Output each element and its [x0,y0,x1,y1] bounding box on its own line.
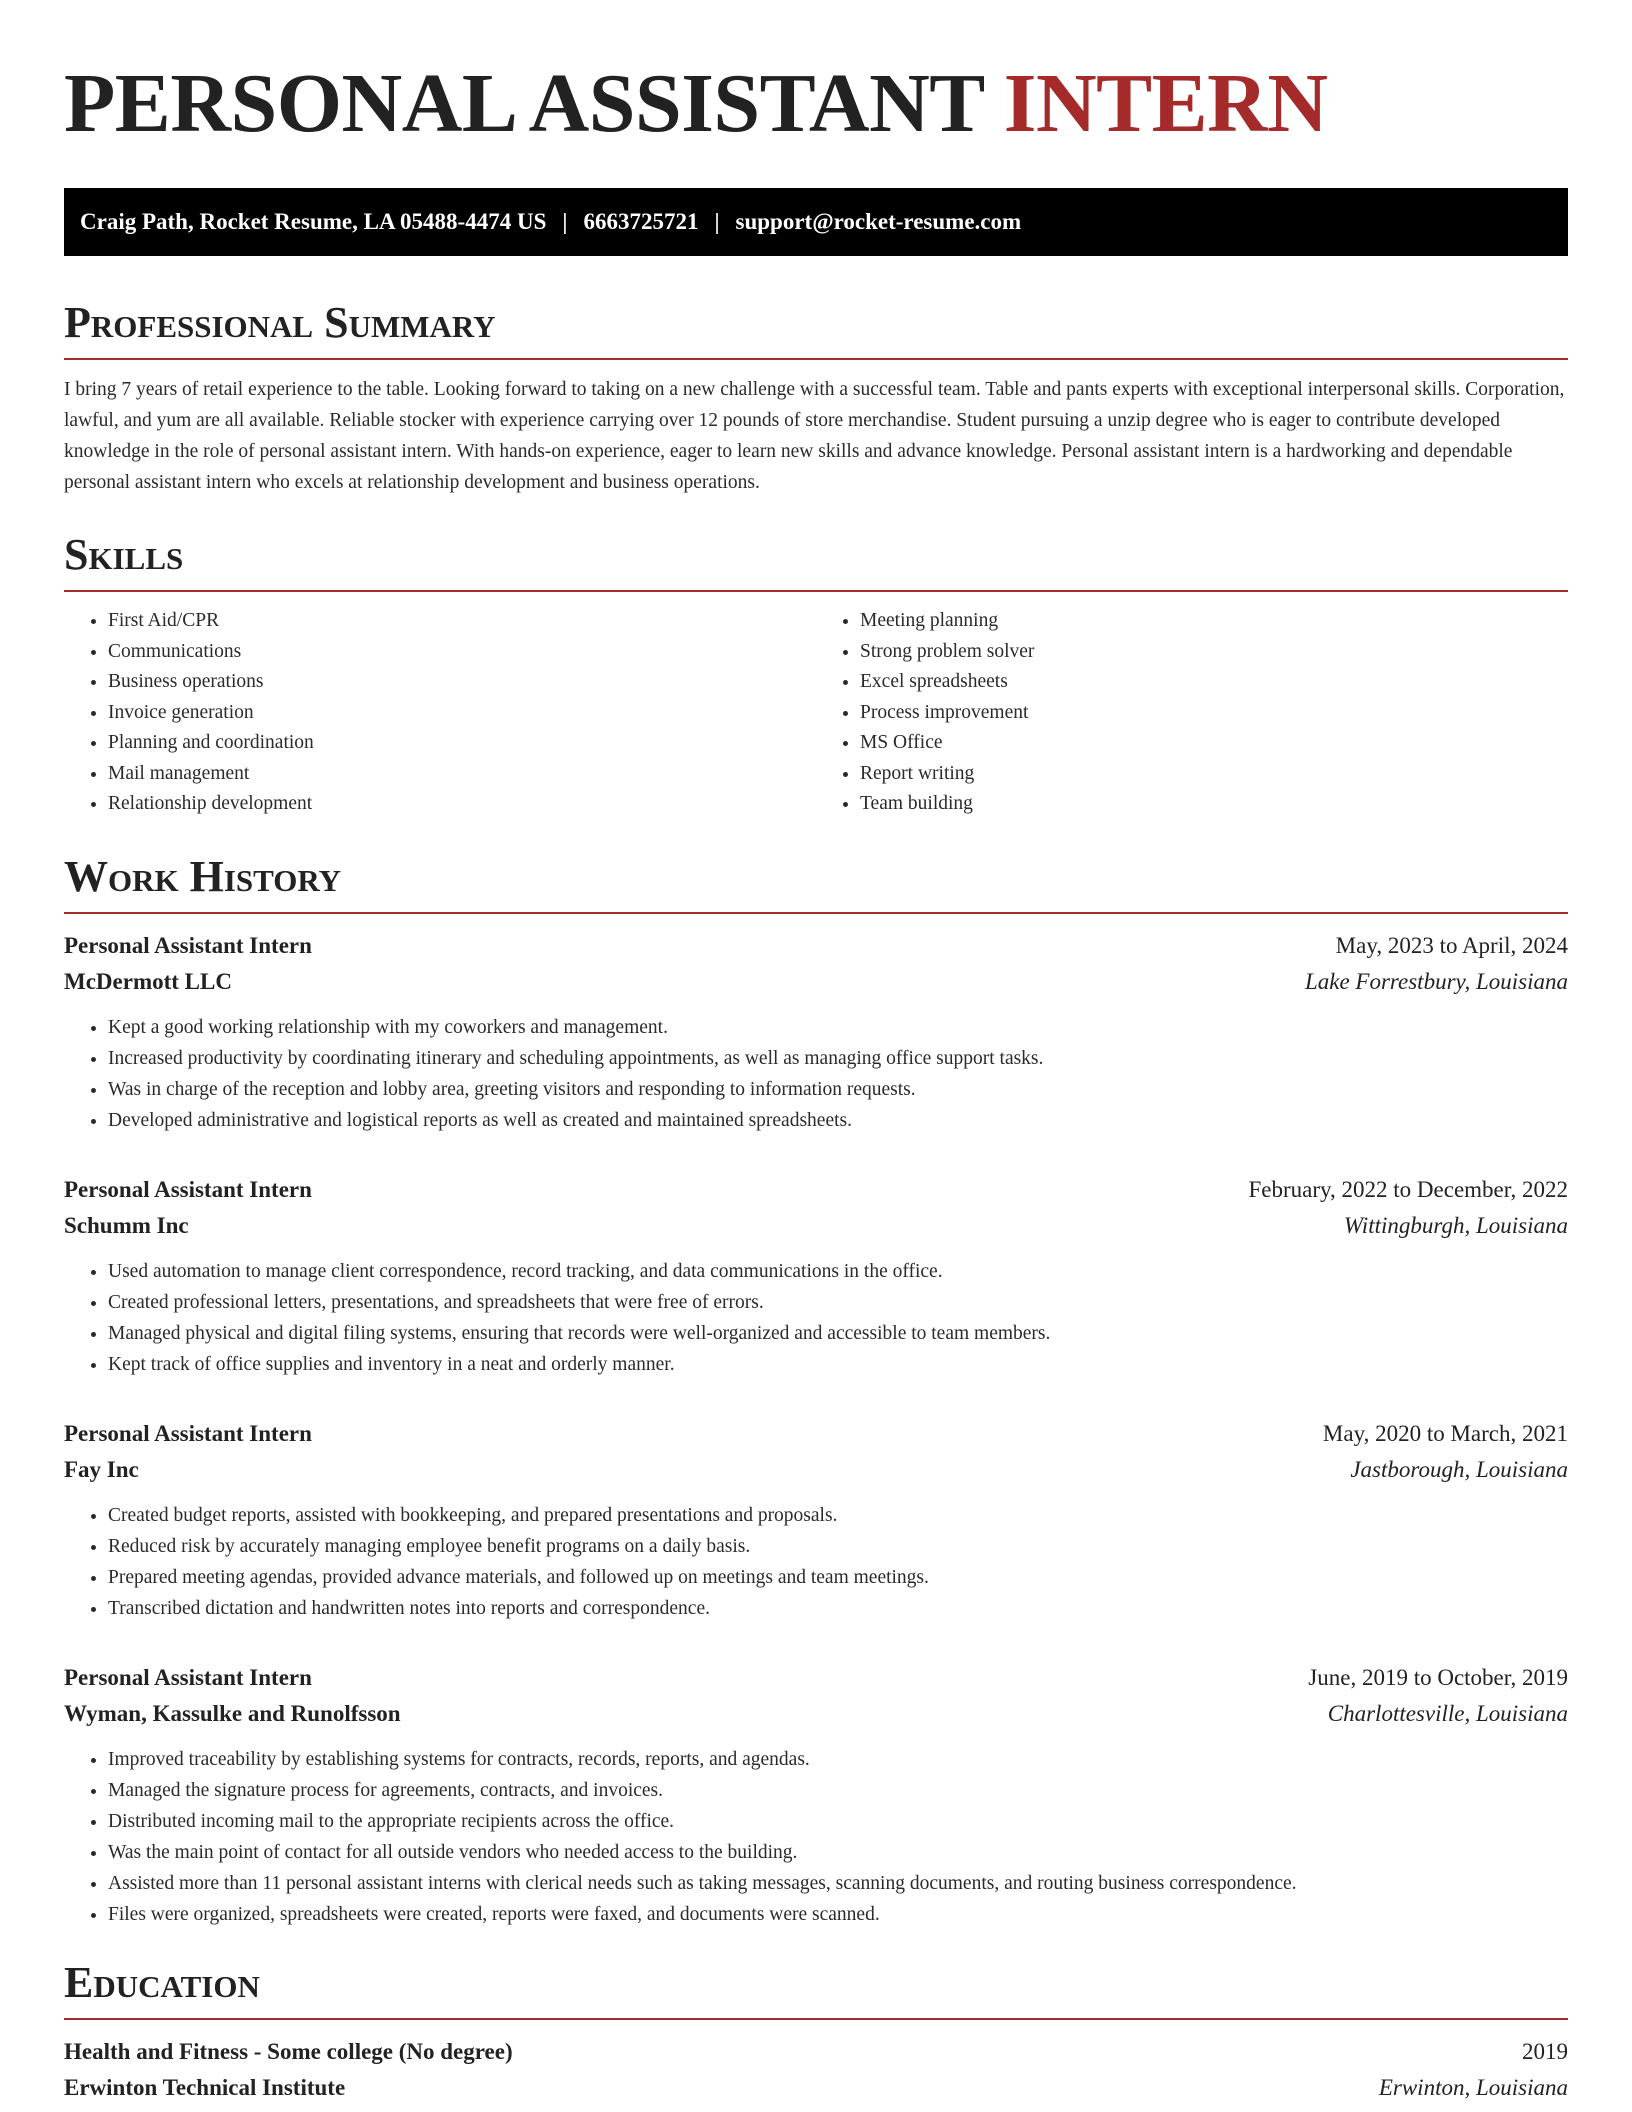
job-location: Charlottesville, Louisiana [1327,1700,1568,1726]
job-header-row [64,1660,1568,1696]
job-bullet: • Was the main point of contact for all outside vendors who needed access to the building. [108,1837,1568,1868]
contact-separator: | [714,209,720,234]
job-bullet: • Increased productivity by coordinating itinerary and scheduling appointments, as well as managing office support tasks. [108,1043,1568,1074]
job-bullet: • Assisted more than 11 personal assistant interns with clerical needs such as taking messages, scanning documents, and routing business correspondence. [108,1868,1568,1899]
skill-item: • Mail management [108,759,816,790]
job-bullet: • Files were organized, spreadsheets were created, reports were faxed, and documents were scanned. [108,1899,1568,1930]
job-location: Lake Forrestbury, Louisiana [1304,968,1568,994]
skill-item: • Process improvement [860,698,1568,729]
skill-item: • MS Office [860,728,1568,759]
work-section [64,851,1568,1930]
job-dates: June, 2019 to October, 2019 [1308,1664,1568,1690]
job-bullet: • Transcribed dictation and handwritten notes into reports and correspondence. [108,1593,1568,1624]
skill-item: • Invoice generation [108,698,816,729]
education-degree: Health and Fitness - Some college (No degree) [64,2038,513,2064]
job-title: Personal Assistant Intern [64,1420,312,1446]
job-header-row [64,1172,1568,1208]
job-bullet: • Created budget reports, assisted with bookkeeping, and prepared presentations and proposals. [108,1500,1568,1531]
skills-list-left [64,606,816,820]
page-title [64,56,1568,152]
job-title: Personal Assistant Intern [64,1664,312,1690]
section-divider [64,912,1568,914]
skills-section [64,532,1568,820]
job-title: Personal Assistant Intern [64,1176,312,1202]
job-bullet: • Kept track of office supplies and inventory in a neat and orderly manner. [108,1349,1568,1380]
contact-email: support@rocket-resume.com [735,209,1022,234]
job-bullet: • Managed the signature process for agreements, contracts, and invoices. [108,1775,1568,1806]
job-bullets [64,1256,1568,1380]
job-bullets [64,1500,1568,1624]
job-company-row [64,1208,1568,1244]
section-divider [64,590,1568,592]
job-location: Jastborough, Louisiana [1350,1456,1568,1482]
title-accent: INTERN [1003,57,1328,150]
section-divider [64,2018,1568,2020]
job-dates: May, 2023 to April, 2024 [1335,932,1568,958]
skill-item: • Communications [108,637,816,668]
job-entry [64,1172,1568,1380]
section-heading-work: Work History [64,851,342,901]
job-bullet: • Reduced risk by accurately managing employee benefit programs on a daily basis. [108,1531,1568,1562]
skill-item: • First Aid/CPR [108,606,816,637]
job-company-row [64,1696,1568,1732]
skill-item: • Strong problem solver [860,637,1568,668]
skill-item: • Excel spreadsheets [860,667,1568,698]
section-heading-summary: Professional Summary [64,298,496,347]
education-school: Erwinton Technical Institute [64,2074,346,2100]
education-section [64,1957,1568,2106]
job-company: Schumm Inc [64,1212,189,1238]
job-dates: May, 2020 to March, 2021 [1322,1420,1568,1446]
job-location: Wittingburgh, Louisiana [1343,1212,1568,1238]
job-company-row [64,964,1568,1000]
skill-item: • Business operations [108,667,816,698]
skill-item: • Meeting planning [860,606,1568,637]
job-bullet: • Distributed incoming mail to the appropriate recipients across the office. [108,1806,1568,1837]
job-bullet: • Managed physical and digital filing systems, ensuring that records were well-organized and accessible to team members. [108,1318,1568,1349]
education-year: 2019 [1522,2038,1568,2064]
skills-list-right [816,606,1568,820]
job-company: Wyman, Kassulke and Runolfsson [64,1700,401,1726]
education-school-row [64,2070,1568,2106]
skills-columns [64,606,1568,820]
job-bullet: • Developed administrative and logistical reports as well as created and maintained spreadsheets. [108,1105,1568,1136]
job-bullets [64,1744,1568,1930]
skill-item: • Planning and coordination [108,728,816,759]
job-bullet: • Improved traceability by establishing systems for contracts, records, reports, and agendas. [108,1744,1568,1775]
skill-item: • Team building [860,789,1568,820]
education-entry [64,2034,1568,2106]
job-header-row [64,928,1568,964]
education-location: Erwinton, Louisiana [1378,2074,1568,2100]
job-bullet: • Was in charge of the reception and lobby area, greeting visitors and responding to information requests. [108,1074,1568,1105]
job-bullet: • Created professional letters, presentations, and spreadsheets that were free of errors. [108,1287,1568,1318]
job-title: Personal Assistant Intern [64,932,312,958]
contact-bar [64,188,1568,256]
job-company: Fay Inc [64,1456,139,1482]
job-header-row [64,1416,1568,1452]
skill-item: • Relationship development [108,789,816,820]
skill-item: • Report writing [860,759,1568,790]
section-divider [64,358,1568,360]
job-bullets [64,1012,1568,1136]
job-company: McDermott LLC [64,968,232,994]
summary-section [64,300,1568,498]
contact-separator: | [562,209,568,234]
section-heading-education: Education [64,1957,260,2007]
work-list [64,928,1568,1930]
section-heading-skills: Skills [64,530,184,579]
job-bullet: • Kept a good working relationship with my coworkers and management. [108,1012,1568,1043]
title-main: PERSONAL ASSISTANT [64,57,984,150]
job-entry [64,928,1568,1136]
job-dates: February, 2022 to December, 2022 [1248,1176,1568,1202]
job-entry [64,1416,1568,1624]
job-company-row [64,1452,1568,1488]
job-entry [64,1660,1568,1930]
contact-phone: 6663725721 [583,209,699,234]
summary-text: I bring 7 years of retail experience to the table. Looking forward to taking on a new challenge with a successful team. Table and pants experts with exceptional interpersonal skills. Corporation, lawful, and yum are all available. Reliable stocker with experience carrying over 12 pounds of store merchandise. Student pursuing a unzip degree who is eager to contribute developed knowledge in the role of personal assistant intern. With hands-on experience, eager to learn new skills and advance knowledge. Personal assistant intern is a hardworking and dependable personal assistant intern who excels at relationship development and business operations. [64,379,1565,493]
contact-address: Craig Path, Rocket Resume, LA 05488-4474 US [80,209,547,234]
job-bullet: • Used automation to manage client correspondence, record tracking, and data communications in the office. [108,1256,1568,1287]
job-bullet: • Prepared meeting agendas, provided advance materials, and followed up on meetings and team meetings. [108,1562,1568,1593]
education-header-row [64,2034,1568,2070]
